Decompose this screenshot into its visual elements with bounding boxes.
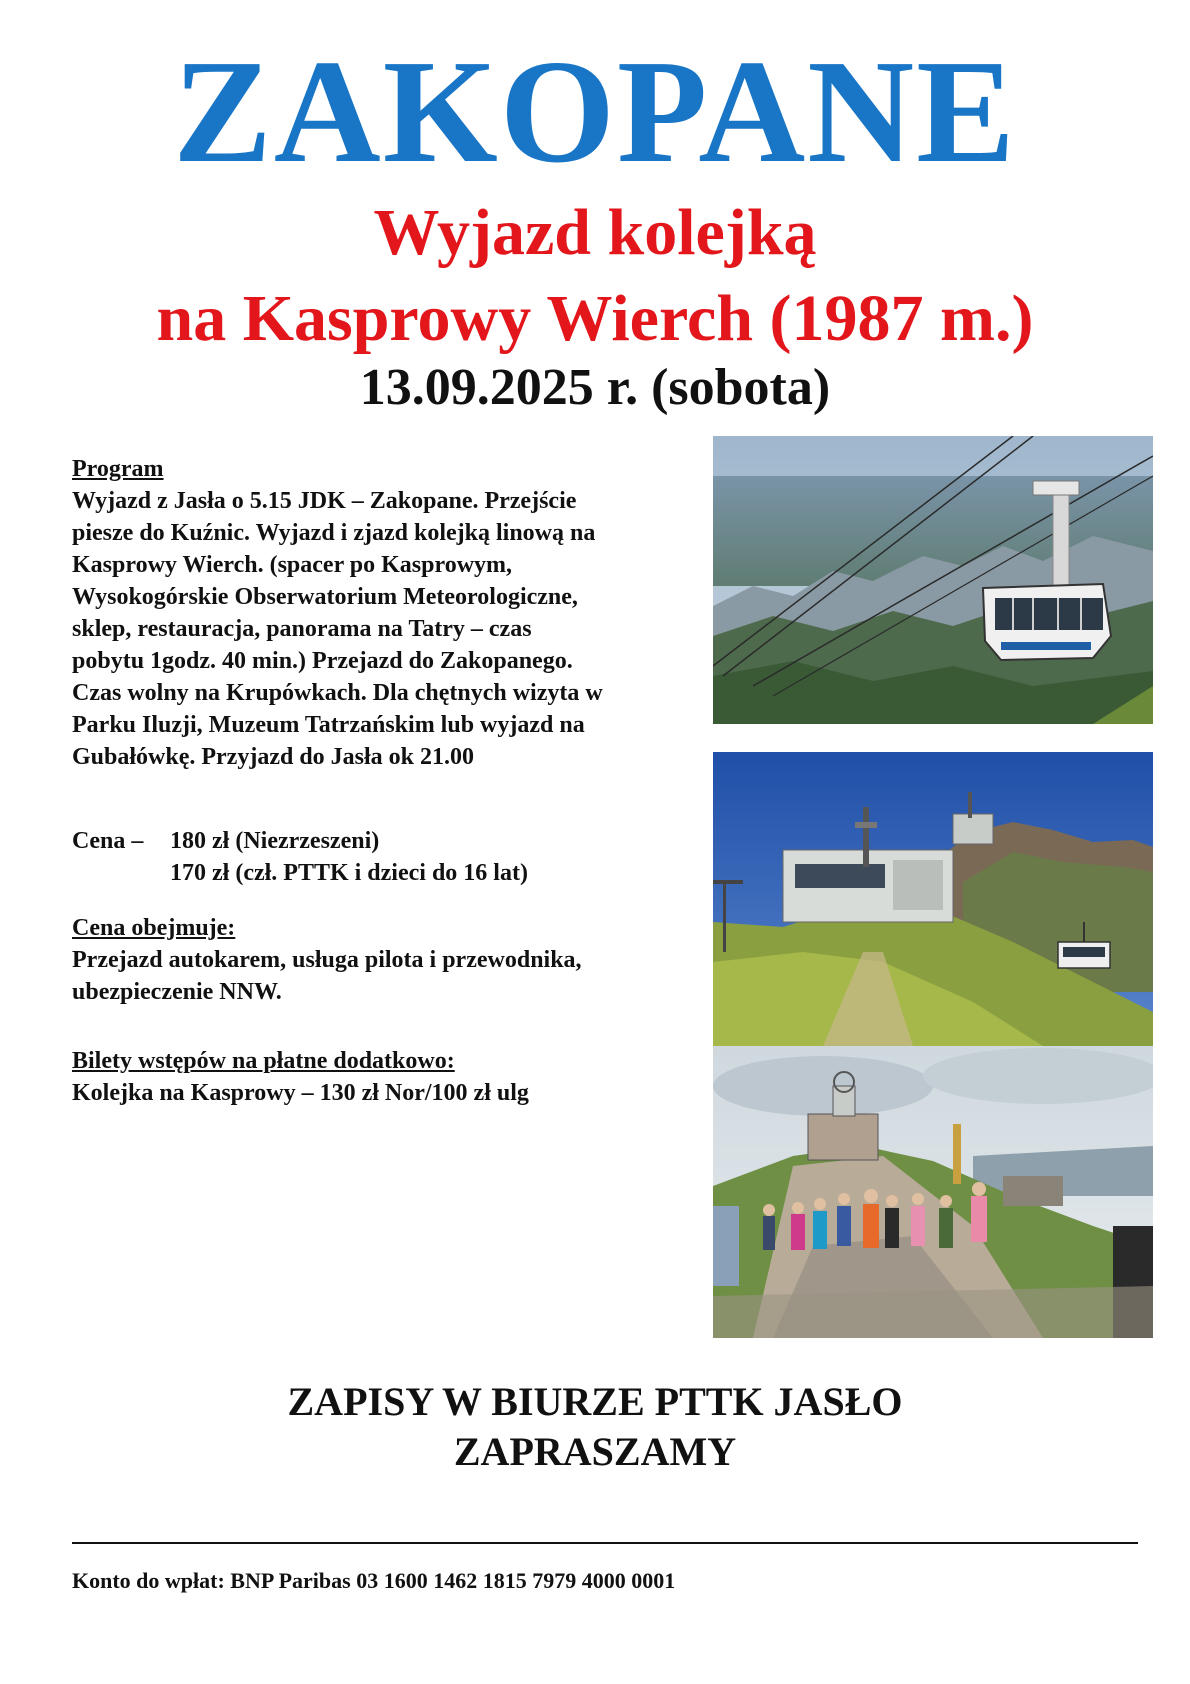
program-line: Czas wolny na Krupówkach. Dla chętnych wizyta w	[72, 680, 603, 706]
includes-line: ubezpieczenie NNW.	[72, 979, 282, 1005]
subtitle-line-1: Wyjazd kolejką	[373, 196, 817, 269]
trip-date: 13.09.2025 r. (sobota)	[359, 359, 831, 416]
observatory-photo	[713, 752, 1153, 1046]
hikers-summit-photo	[713, 1046, 1153, 1338]
price-section	[72, 825, 712, 889]
includes-heading: Cena obejmuje:	[72, 915, 236, 941]
includes-section	[72, 912, 712, 1008]
includes-line: Przejazd autokarem, usługa pilota i przewodnika,	[72, 947, 582, 973]
program-line: Wyjazd z Jasła o 5.15 JDK – Zakopane. Przejście	[72, 488, 577, 514]
tickets-heading: Bilety wstępów na płatne dodatkowo:	[72, 1048, 455, 1074]
price-regular: 180 zł (Niezrzeszeni)	[170, 828, 380, 854]
footer-divider	[72, 1542, 1138, 1544]
program-line: piesze do Kuźnic. Wyjazd i zjazd kolejką linową na	[72, 520, 596, 546]
tickets-section	[72, 1045, 712, 1109]
subtitle-line-2: na Kasprowy Wierch (1987 m.)	[156, 282, 1034, 355]
program-line: pobytu 1godz. 40 min.) Przejazd do Zakopanego.	[72, 648, 573, 674]
program-line: Parku Iluzji, Muzeum Tatrzańskim lub wyjazd na	[72, 712, 585, 738]
signup-call-to-action: ZAPISY W BIURZE PTTK JASŁO	[287, 1379, 903, 1424]
program-line: Gubałówkę. Przyjazd do Jasła ok 21.00	[72, 744, 475, 770]
program-heading: Program	[72, 456, 164, 482]
price-discount: 170 zł (czł. PTTK i dzieci do 16 lat)	[170, 860, 528, 886]
program-section	[72, 453, 712, 773]
program-line: sklep, restauracja, panorama na Tatry – czas	[72, 616, 532, 642]
bank-account-info: Konto do wpłat: BNP Paribas 03 1600 1462 1815 7979 4000 0001	[72, 1568, 676, 1593]
tickets-line: Kolejka na Kasprowy – 130 zł Nor/100 zł ulg	[72, 1080, 529, 1106]
price-label: Cena –	[72, 828, 144, 854]
cable-car-photo	[713, 436, 1153, 724]
program-line: Kasprowy Wierch. (spacer po Kasprowym,	[72, 552, 513, 578]
poster-title: ZAKOPANE	[173, 30, 1017, 194]
program-line: Wysokogórskie Obserwatorium Meteorologiczne,	[72, 584, 578, 610]
invitation: ZAPRASZAMY	[453, 1429, 737, 1474]
